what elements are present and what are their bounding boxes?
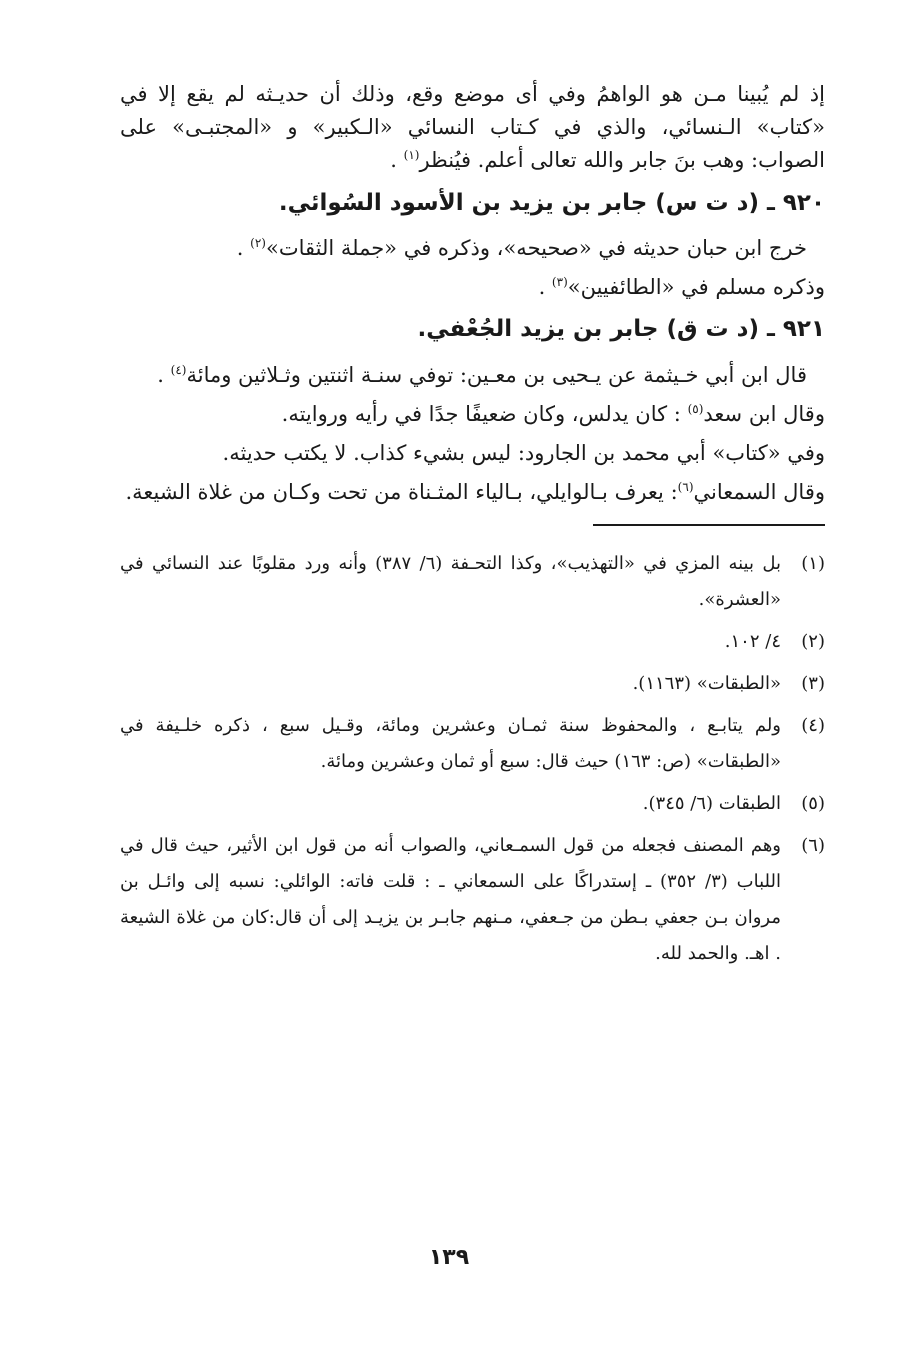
- document-page: [120, 78, 825, 978]
- footnote-item: [120, 666, 825, 702]
- entry-921-paragraph-1: قال ابن أبي خـيثمة عن يـحيى بن معـين: توفي سنـة اثنتين وثـلاثين ومائة$^{(٤)}$ .: [157, 362, 807, 387]
- footnote-number: (٦): [801, 834, 825, 856]
- footnote-item: [120, 624, 825, 660]
- footnote-separator: [593, 524, 825, 526]
- footnote-item: [120, 546, 825, 618]
- footnote-ref-6[interactable]: (٦): [677, 480, 694, 495]
- entry-921-paragraph-2: وقال ابن سعد$^{(٥)}$ : كان يدلس، وكان ضعيفًا جدًا في رأيه وروايته.: [281, 402, 825, 427]
- entry-920-line-2: وذكره مسلم في «الطائفيين»$^{(٣)}$ .: [538, 275, 825, 300]
- footnote-ref-1[interactable]: (١): [403, 148, 420, 163]
- footnote-text: بل بينه المزي في «التهذيب»، وكذا التحـفة (٦/ ٣٨٧) وأنه ورد مقلوبًا عند النسائي في «العشرة».: [120, 552, 781, 610]
- footnote-item: [120, 708, 825, 780]
- footnote-number: (٤): [801, 714, 825, 736]
- footnote-number: (١): [801, 552, 825, 574]
- footnote-text: وهم المصنف فجعله من قول السمـعاني، والصواب أنه من قول ابن الأثير، حيث قال في اللباب (٣/ ٣٥٢) ـ إستدراكًا على السمعاني ـ : قلت فاته: الوائلي: نسبه إلى وائـل بن مروان بـن جعفي بـطن من جـعفي، مـنهم جابـر بن يزيـد إلى أن قال:كان من غلاة الشيعة . اهـ. والحمد لله.: [120, 834, 781, 964]
- footnote-number: (٣): [801, 672, 825, 694]
- entry-921-paragraph-4: وقال السمعاني$^{(٦)}$: يعرف بـالوايلي، بـالياء المثـناة من تحت وكـان من غلاة الشيعة.: [125, 480, 825, 505]
- intro-paragraph: إذ لم يُبينا مـن هو الواهمُ وفي أى موضع وقع، وذلك أن حديـثه لم يقع إلا في «كتاب» الـنسائي، والذي في كـتاب النسائي «الـكبير» و «المجتبـى» على الصواب: وهب بنَ جابر والله تعالى أعلم. فيُنظر$^{(١)}$ .: [120, 82, 825, 173]
- footnote-ref-3[interactable]: (٣): [551, 275, 568, 290]
- intro-line-3: الصواب: وهب بنَ جابر والله تعالى أعلم. فيُنظر: [419, 148, 825, 173]
- entry-921-paragraph-3: وفي «كتاب» أبي محمد بن الجارود: ليس بشيء كذاب. لا يكتب حديثه.: [222, 441, 825, 466]
- footnote-item: [120, 828, 825, 972]
- footnote-ref-2[interactable]: (٢): [250, 236, 266, 251]
- intro-line-1: إذ لم يُبينا مـن هو الواهمُ وفي أى موضع وقع، وذلك أن حديـثه لم يقع إلا: [158, 82, 825, 106]
- entry-heading-921: ٩٢١ ـ (د ت ق) جابر بن يزيد الجُعْفي.: [417, 316, 825, 343]
- footnote-text: ولم يتابـع ، والمحفوظ سنة ثمـان وعشرين ومائة، وقـيل سبع ، ذكره خلـيفة في «الطبقات» (ص: ١٦٣) حيث قال: سبع أو ثمان وعشرين ومائة.: [120, 714, 781, 772]
- footnote-ref-4[interactable]: (٤): [170, 362, 187, 377]
- footnote-number: (٢): [801, 630, 825, 652]
- entry-heading-920: ٩٢٠ ـ (د ت س) جابر بن يزيد بن الأسود السُوائي.: [278, 189, 825, 216]
- footnote-ref-5[interactable]: (٥): [687, 402, 704, 417]
- footnote-text: ٤/ ١٠٢.: [724, 630, 781, 652]
- footnote-item: [120, 786, 825, 822]
- footnotes-list: [120, 546, 825, 972]
- page-number: ١٣٩: [428, 1245, 470, 1270]
- entry-920-line-1: خرج ابن حبان حديثه في «صحيحه»، وذكره في «جملة الثقات»$^{(٢)}$ .: [236, 236, 807, 261]
- intro-line-2: في «كتاب» الـنسائي، والذي في كـتاب النسائي «الـكبير» و «المجتبـى» على: [120, 82, 825, 140]
- main-text: [120, 78, 825, 510]
- footnote-number: (٥): [801, 792, 825, 814]
- footnote-text: الطبقات (٦/ ٣٤٥).: [642, 792, 781, 814]
- footnote-text: «الطبقات» (١١٦٣).: [632, 672, 781, 694]
